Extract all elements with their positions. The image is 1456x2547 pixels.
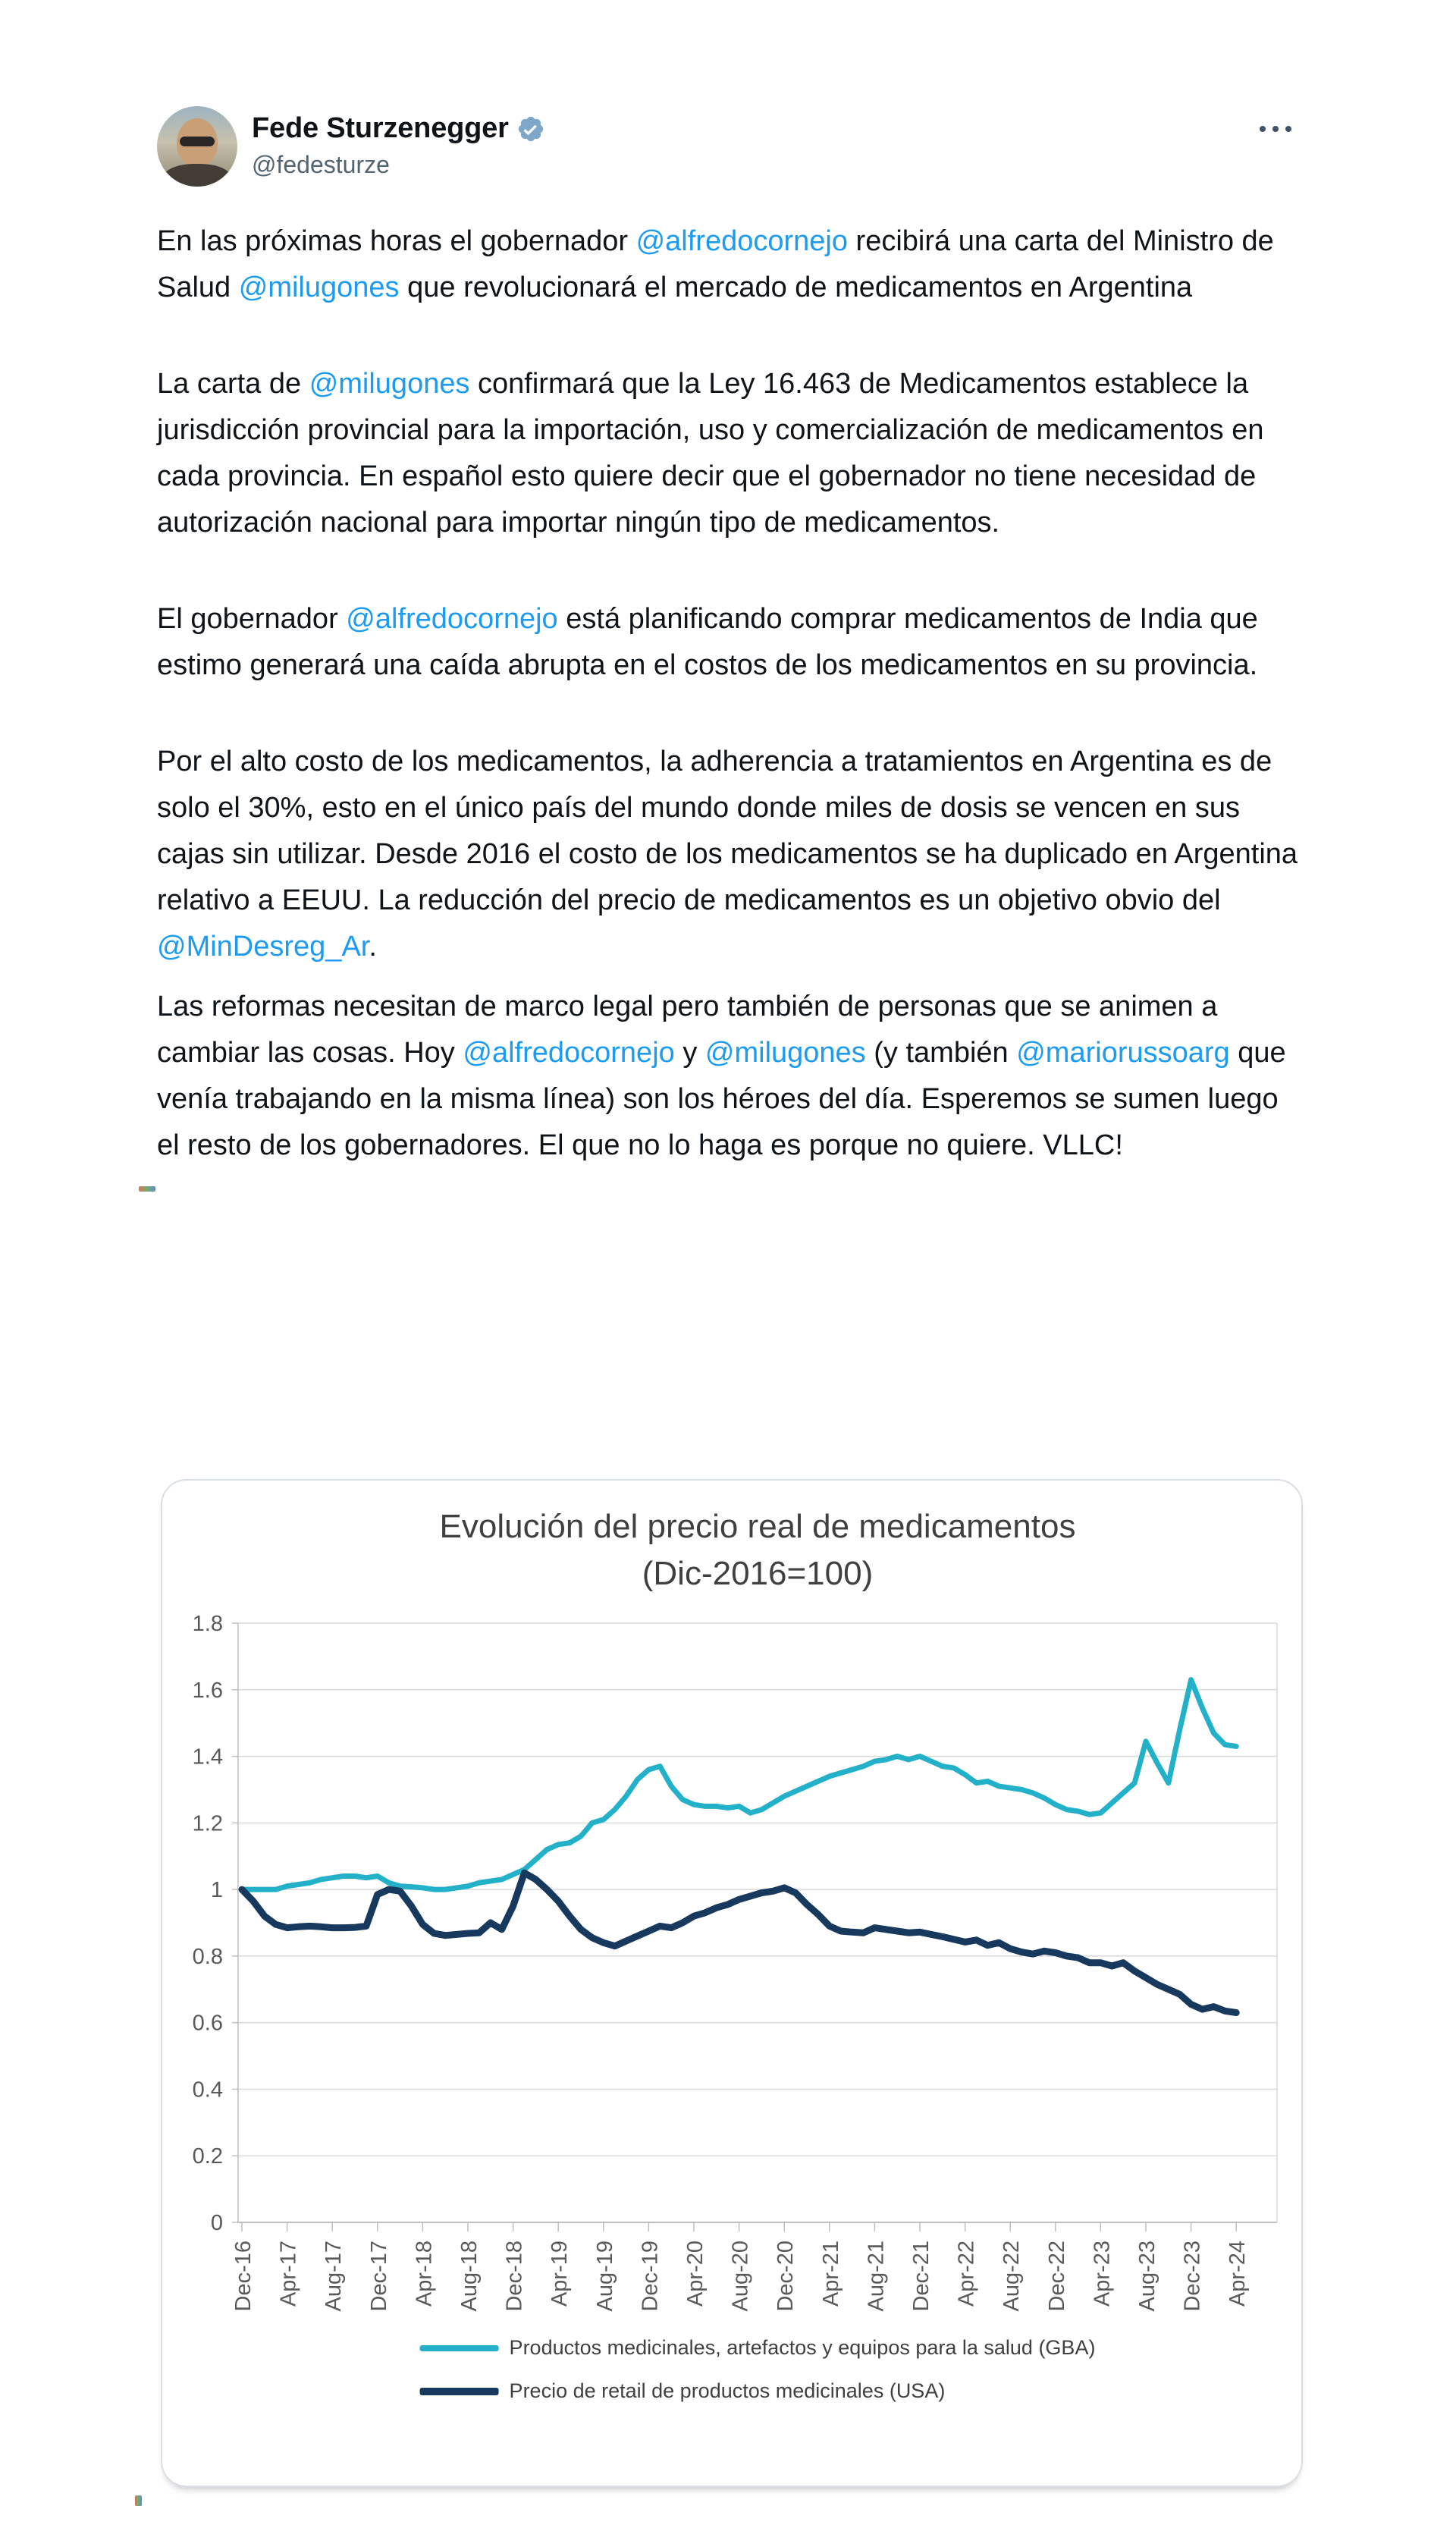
text-segment: (y también [865,1037,1017,1069]
x-tick-label: Apr-18 [412,2241,437,2307]
mention-link[interactable]: @alfredocornejo [346,603,558,635]
chart-title-main: Evolución del precio real de medicamentos [439,1508,1076,1545]
tweet-paragraph [157,596,1307,689]
x-tick-label: Apr-22 [954,2241,979,2307]
text-segment: recibirá una carta del Ministro de Salud [157,225,1274,303]
x-tick-label: Aug-17 [322,2241,347,2312]
y-tick-label: 0 [210,2211,223,2235]
text-segment: El gobernador [157,603,347,635]
y-tick-label: 1.6 [192,1678,223,1703]
chart-title-sub: (Dic-2016=100) [642,1555,874,1592]
x-tick-label: Aug-20 [728,2241,753,2312]
chart-legend [420,2336,1096,2403]
text-segment: confirmará que la Ley 16.463 de Medicamentos establece la jurisdicción provincial para la importación, uso y comercialización de medicamentos en cada provincia. En español esto quiere decir que el gobernador no tiene necesidad de autorización nacional para importar ningún tipo de medicamentos. [157,368,1264,539]
x-tick-label: Apr-20 [683,2241,708,2307]
y-tick-label: 1.2 [192,1811,223,1836]
x-tick-label: Apr-19 [548,2241,573,2307]
mention-link[interactable]: @mariorussoarg [1016,1037,1230,1069]
mention-link[interactable]: @alfredocornejo [463,1037,675,1069]
chart-plot [162,1481,1300,2330]
text-segment: y [674,1037,705,1069]
text-segment: La carta de [157,368,309,400]
x-tick-label: Aug-18 [457,2241,482,2312]
x-tick-label: Dec-22 [1044,2241,1069,2312]
mention-link[interactable]: @milugones [309,368,470,400]
text-segment: que revolucionará el mercado de medicamentos en Argentina [399,272,1193,303]
mention-link[interactable]: @alfredocornejo [635,225,848,257]
artifact-mark [139,1186,155,1192]
x-tick-label: Apr-24 [1225,2241,1250,2307]
x-tick-label: Aug-23 [1135,2241,1159,2312]
y-tick-label: 1.8 [192,1611,223,1636]
text-segment: Las reformas necesitan de marco legal pero también de personas que se animen a cambiar las cosas. Hoy [157,991,1218,1069]
avatar[interactable] [157,106,237,187]
author-block [252,112,545,179]
artifact-mark [135,2495,142,2506]
x-tick-label: Apr-21 [818,2241,843,2307]
x-tick-label: Dec-20 [774,2241,799,2312]
x-tick-label: Aug-19 [592,2241,617,2312]
legend-item-usa [420,2379,1096,2403]
series-line-usa [242,1873,1236,2012]
mention-link[interactable]: @milugones [704,1037,866,1069]
y-tick-label: 0.4 [192,2077,223,2103]
author-handle[interactable]: @fedesturze [252,151,390,178]
y-tick-label: 1 [210,1878,223,1903]
more-options-icon[interactable] [1255,121,1296,137]
legend-swatch-navy [420,2388,499,2395]
author-name[interactable]: Fede Sturzenegger [252,112,509,144]
x-tick-label: Dec-21 [909,2241,934,2312]
text-segment: . [369,931,377,963]
x-tick-label: Dec-17 [366,2241,391,2312]
avatar-torso [163,164,231,187]
legend-item-gba [420,2336,1096,2360]
x-tick-label: Apr-17 [276,2241,301,2307]
text-segment: que venía trabajando en la misma línea) son los héroes del día. Esperemos se sumen luego el resto de los gobernadores. El que no lo haga es porque no quiere. VLLC! [157,1037,1286,1161]
tweet-paragraph [157,218,1307,311]
tweet-text [157,218,1307,1219]
series-line-gba [242,1680,1236,1890]
x-tick-label: Aug-22 [999,2241,1025,2312]
text-segment: está planificando comprar medicamentos de India que estimo generará una caída abrupta en el costos de los medicamentos en su provincia. [157,603,1258,681]
legend-label-usa: Precio de retail de productos medicinales (USA) [509,2379,946,2402]
x-tick-label: Dec-23 [1180,2241,1205,2312]
y-tick-label: 0.6 [192,2011,223,2036]
tweet-paragraph [157,361,1307,546]
text-segment: En las próximas horas el gobernador [157,225,636,257]
y-tick-label: 0.8 [192,1944,223,1969]
tweet-paragraph [157,739,1307,970]
x-tick-label: Dec-18 [502,2241,527,2312]
verified-badge-icon [516,115,545,143]
x-tick-label: Dec-16 [231,2241,256,2312]
legend-swatch-teal [420,2345,499,2351]
chart-card [161,1479,1303,2487]
mention-link[interactable]: @milugones [238,272,400,303]
legend-label-gba: Productos medicinales, artefactos y equipos para la salud (GBA) [509,2336,1096,2359]
tweet-paragraph [157,984,1307,1169]
x-tick-label: Apr-23 [1090,2241,1115,2307]
y-tick-label: 1.4 [192,1745,223,1770]
text-segment: Por el alto costo de los medicamentos, la adherencia a tratamientos en Argentina es de solo el 30%, esto en el único país del mundo donde miles de dosis se vencen en sus cajas sin utilizar. Desde 2016 el costo de los medicamentos se ha duplicado en Argentina relativo a EEUU. La reducción del precio de medicamentos es un objetivo obvio del [157,746,1298,916]
x-tick-label: Aug-21 [864,2241,889,2312]
mention-link[interactable]: @MinDesreg_Ar [157,931,369,963]
y-tick-label: 0.2 [192,2144,223,2169]
x-tick-label: Dec-19 [638,2241,663,2312]
avatar-sunglasses [180,137,215,146]
